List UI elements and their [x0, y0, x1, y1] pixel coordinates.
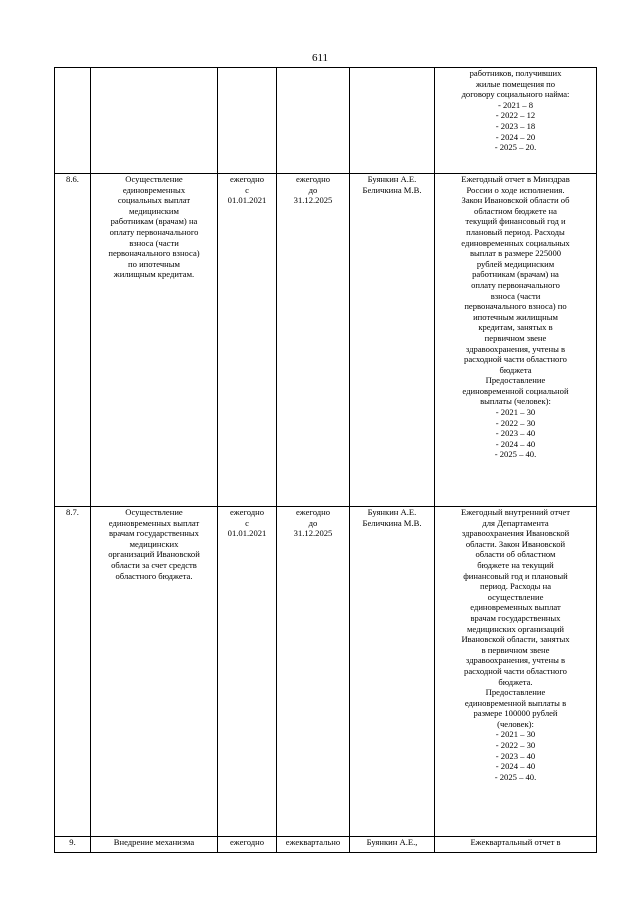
text-line: единовременных выплат — [108, 517, 200, 528]
text-line: бюджета. — [498, 676, 533, 687]
text-line: ипотечным жилищным — [473, 311, 558, 322]
text-line: бюджете на текущий — [477, 559, 554, 570]
text-line: размере 100000 рублей — [473, 708, 558, 719]
text-line: выплат в размере 225000 — [469, 248, 562, 259]
text-line: период. Расходы на — [479, 581, 552, 592]
cell-end-date — [277, 174, 350, 507]
text-line: кредитам, занятых в — [478, 322, 553, 333]
text-line: - 2024 – 20 — [495, 131, 536, 142]
cell-end-date — [277, 68, 350, 174]
cell-number — [55, 68, 91, 174]
text-line: медицинских — [129, 538, 179, 549]
cell-measure-name — [91, 68, 218, 174]
table-row — [55, 837, 597, 853]
text-line: 31.12.2025 — [293, 195, 333, 206]
cell-result — [435, 507, 597, 837]
text-line: финансовый год и плановый — [463, 570, 568, 581]
cell-result — [435, 174, 597, 507]
text-line: медицинских организаций — [466, 623, 565, 634]
text-line: - 2021 – 30 — [495, 407, 536, 418]
cell-responsible — [350, 68, 435, 174]
text-line: первичном звене — [484, 332, 547, 343]
text-line: медицинским — [129, 205, 179, 216]
text-line: Буянкин А.Е., — [366, 837, 418, 847]
text-line: рублей медицинским — [476, 258, 555, 269]
text-line: ежегодно — [295, 174, 331, 184]
text-line: плановый период. Расходы — [466, 226, 565, 237]
text-line: ежеквартально — [285, 837, 341, 847]
text-line: Ежегодный отчет в Минздрав — [461, 174, 570, 184]
text-line: областном бюджете на — [474, 205, 557, 216]
text-line: здравоохранения, учтены в — [465, 655, 566, 666]
text-line: осуществление — [487, 591, 544, 602]
text-line: единовременной социальной — [462, 385, 569, 396]
table-row — [55, 68, 597, 174]
text-line: - 2024 – 40 — [495, 438, 536, 449]
text-line: Предоставление — [485, 375, 546, 386]
cell-end-date — [277, 837, 350, 853]
text-line: Внедрение механизма — [113, 837, 195, 847]
text-line: оплату первоначального — [471, 279, 560, 290]
text-line: социальных выплат — [117, 195, 191, 206]
text-line: врачам государственных — [470, 612, 561, 623]
cell-start-date — [218, 174, 277, 507]
text-line: - 2025 – 20. — [494, 142, 537, 153]
text-line: выплаты (человек): — [480, 396, 551, 407]
text-line: первоначального взноса) — [108, 248, 200, 259]
cell-responsible — [350, 174, 435, 507]
text-line: области об областном — [475, 549, 556, 560]
text-line: (человек): — [497, 718, 534, 729]
text-line: здравоохранения Ивановской — [461, 528, 570, 539]
page-number: 611 — [311, 52, 329, 64]
text-line: - 2023 – 40 — [495, 428, 536, 439]
text-line: здравоохранения, учтены в — [465, 343, 566, 354]
text-line: жилищным кредитам. — [113, 269, 195, 280]
text-line: - 2022 – 12 — [495, 110, 536, 121]
text-line: работникам (врачам) на — [110, 216, 198, 227]
text-line: первоначального взноса) по — [464, 301, 567, 312]
text-line: 01.01.2021 — [227, 195, 267, 206]
text-line: ежегодно — [229, 837, 265, 847]
text-line: расходной части областного — [464, 354, 567, 365]
text-line: 31.12.2025 — [293, 528, 333, 539]
cell-start-date — [218, 837, 277, 853]
text-line: текущий финансовый год и — [465, 216, 566, 227]
text-line: до — [308, 517, 318, 528]
text-line: области за счет средств — [111, 559, 197, 570]
text-line: в первичном звене — [481, 644, 550, 655]
text-line: жилые помещения по — [475, 78, 556, 89]
text-line: областного бюджета. — [115, 570, 193, 581]
text-line: ежегодно — [229, 507, 265, 517]
text-line: работникам (врачам) на — [472, 269, 559, 280]
text-line: врачам государственных — [109, 528, 199, 539]
cell-start-date — [218, 507, 277, 837]
text-line: - 2022 – 30 — [495, 740, 536, 751]
text-line: России о ходе исполнения. — [466, 184, 565, 195]
cell-number: 8.6. — [55, 174, 91, 507]
text-line: Ежегодный внутренний отчет — [460, 507, 571, 517]
cell-start-date — [218, 68, 277, 174]
table-body — [55, 68, 597, 853]
text-line: - 2025 – 40. — [494, 771, 537, 782]
cell-measure-name — [91, 837, 218, 853]
cell-result — [435, 68, 597, 174]
text-line: Буянкин А.Е. — [367, 507, 417, 517]
text-line: - 2025 – 40. — [494, 449, 537, 460]
text-line: ежегодно — [295, 507, 331, 517]
text-line: Беличкина М.В. — [362, 184, 422, 195]
cell-measure-name — [91, 507, 218, 837]
cell-number: 9. — [55, 837, 91, 853]
text-line: - 2023 – 40 — [495, 750, 536, 761]
text-line: взноса (части — [129, 237, 179, 248]
text-line: области. Закон Ивановской — [465, 538, 566, 549]
text-line: Предоставление — [485, 687, 546, 698]
text-line: по ипотечным — [128, 258, 180, 269]
text-line: с — [245, 517, 249, 528]
text-line: Закон Ивановской области об — [461, 195, 570, 206]
cell-measure-name — [91, 174, 218, 507]
text-line: единовременных выплат — [470, 602, 561, 613]
text-line: 01.01.2021 — [227, 528, 267, 539]
text-line: - 2021 – 8 — [497, 99, 534, 110]
text-line: ежегодно — [229, 174, 265, 184]
text-line: Ежеквартальный отчет в — [470, 837, 561, 847]
text-line: Ивановской области, занятых — [461, 634, 570, 645]
cell-number: 8.7. — [55, 507, 91, 837]
cell-result — [435, 837, 597, 853]
text-line: бюджета — [499, 364, 532, 375]
text-line: для Департамента — [482, 517, 549, 528]
text-line: оплату первоначального — [109, 226, 199, 237]
table-row — [55, 174, 597, 507]
text-line: - 2022 – 30 — [495, 417, 536, 428]
cell-responsible — [350, 837, 435, 853]
text-line: до — [308, 184, 318, 195]
text-line: - 2021 – 30 — [495, 729, 536, 740]
text-line: единовременной выплаты в — [464, 697, 567, 708]
cell-responsible — [350, 507, 435, 837]
table-row — [55, 507, 597, 837]
text-line: - 2023 – 18 — [495, 120, 536, 131]
text-line: взноса (части — [490, 290, 541, 301]
text-line: Осуществление — [125, 174, 183, 184]
text-line: - 2024 – 40 — [495, 761, 536, 772]
text-line: организаций Ивановской — [108, 549, 200, 560]
text-line: единовременных социальных — [461, 237, 570, 248]
text-line: договору социального найма: — [461, 89, 570, 100]
text-line: Беличкина М.В. — [362, 517, 422, 528]
text-line: Осуществление — [125, 507, 183, 517]
text-line: работников, получивших — [469, 68, 562, 78]
text-line: с — [245, 184, 249, 195]
text-line: расходной части областного — [464, 665, 567, 676]
measures-table — [54, 67, 597, 853]
text-line: Буянкин А.Е. — [367, 174, 417, 184]
cell-end-date — [277, 507, 350, 837]
text-line: единовременных — [122, 184, 186, 195]
